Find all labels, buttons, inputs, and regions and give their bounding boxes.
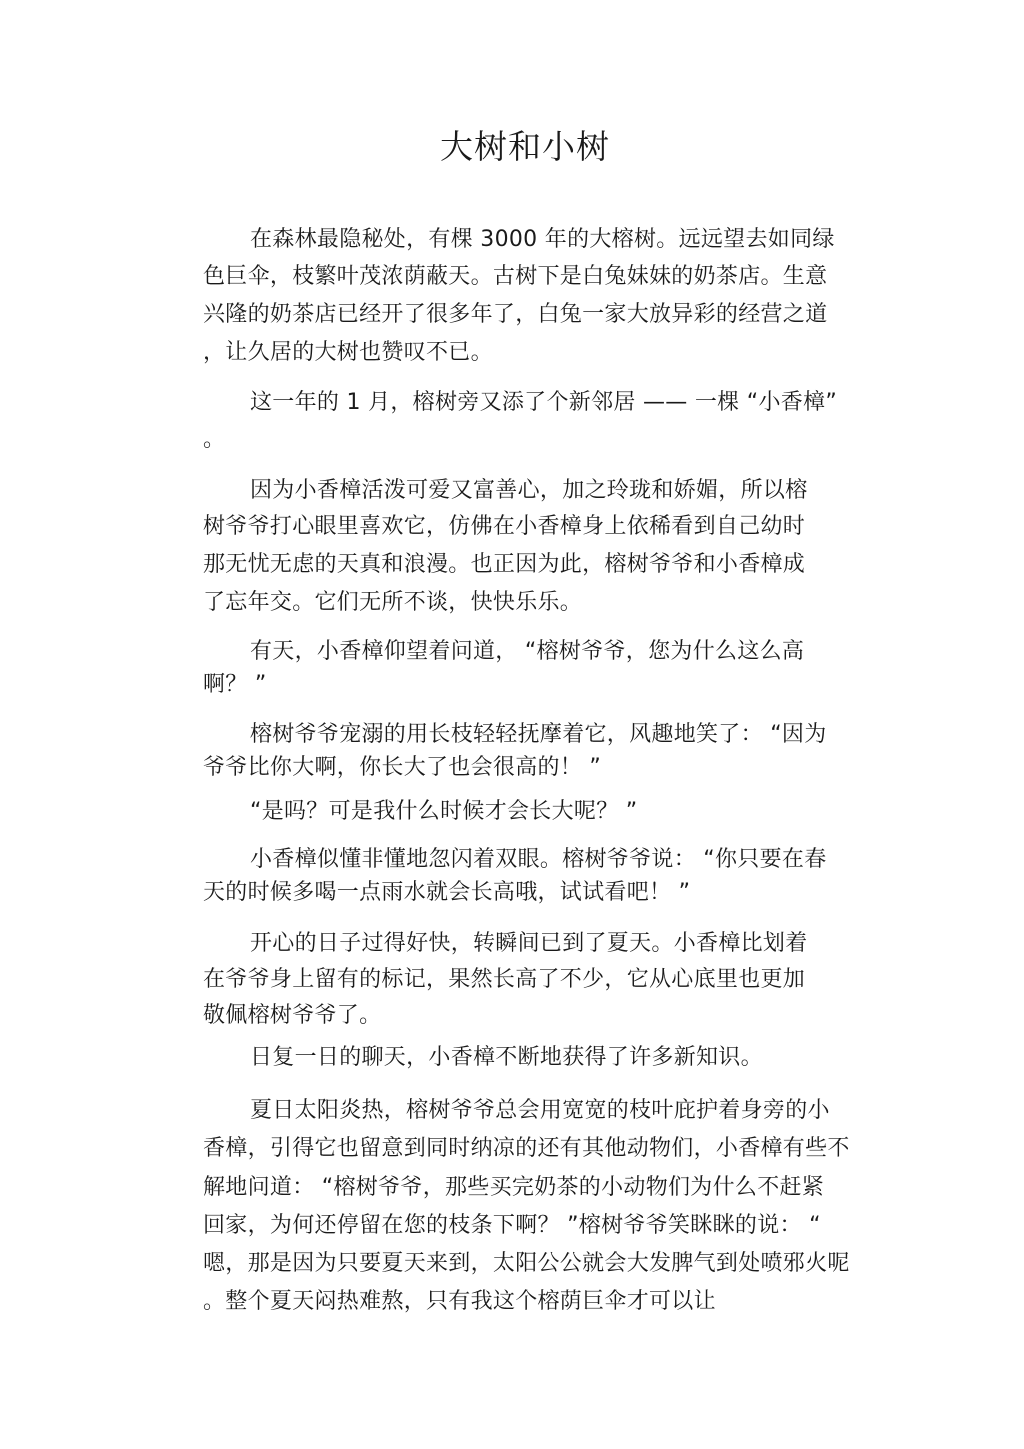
paragraph-line: 。: [203, 427, 226, 452]
paragraph-line: 爷爷比你大啊，你长大了也会很高的！ ”: [203, 755, 602, 780]
paragraph-line: 了忘年交。它们无所不谈，快快乐乐。: [203, 590, 583, 615]
paragraph-line: 开心的日子过得好快，转瞬间已到了夏天。小香樟比划着: [250, 931, 808, 956]
document-title: 大树和小树: [440, 127, 610, 166]
paragraph-line: 这一年的 1 月，榕树旁又添了个新邻居 —— 一棵 “小香樟”: [250, 390, 838, 415]
paragraph-line: 香樟，引得它也留意到同时纳凉的还有其他动物们，小香樟有些不: [203, 1136, 850, 1161]
paragraph-line: 兴隆的奶茶店已经开了很多年了，白兔一家大放异彩的经营之道: [203, 302, 828, 327]
paragraph-line: 天的时候多喝一点雨水就会长高哦，试试看吧！ ”: [203, 880, 691, 905]
paragraph-line: 树爷爷打心眼里喜欢它，仿佛在小香樟身上依稀看到自己幼时: [203, 514, 806, 539]
paragraph-line: 在森林最隐秘处，有棵 3000 年的大榕树。远远望去如同绿: [250, 227, 835, 252]
paragraph-line: 有天，小香樟仰望着问道， “榕树爷爷，您为什么这么高: [250, 639, 805, 664]
paragraph-line: 敬佩榕树爷爷了。: [203, 1003, 382, 1028]
paragraph-line: 榕树爷爷宠溺的用长枝轻轻抚摩着它，风趣地笑了： “因为: [250, 722, 827, 747]
paragraph-line: 那无忧无虑的天真和浪漫。也正因为此，榕树爷爷和小香樟成: [203, 552, 806, 577]
paragraph-line: 在爷爷身上留有的标记，果然长高了不少，它从心底里也更加: [203, 967, 806, 992]
paragraph-line: 色巨伞，枝繁叶茂浓荫蔽天。古树下是白兔妹妹的奶茶店。生意: [203, 264, 828, 289]
paragraph-line: 日复一日的聊天，小香樟不断地获得了许多新知识。: [250, 1045, 763, 1070]
paragraph-line: 因为小香樟活泼可爱又富善心，加之玲珑和娇媚，所以榕: [250, 478, 808, 503]
paragraph-line: 小香樟似懂非懂地忽闪着双眼。榕树爷爷说： “你只要在春: [250, 847, 827, 872]
paragraph-line: 解地问道： “榕树爷爷，那些买完奶茶的小动物们为什么不赶紧: [203, 1175, 825, 1200]
paragraph-line: “是吗？可是我什么时候才会长大呢？ ”: [250, 799, 638, 824]
paragraph-line: 嗯，那是因为只要夏天来到，太阳公公就会大发脾气到处喷邪火呢: [203, 1251, 850, 1276]
paragraph-line: ，让久居的大树也赞叹不已。: [203, 340, 493, 365]
paragraph-line: 夏日太阳炎热，榕树爷爷总会用宽宽的枝叶庇护着身旁的小: [250, 1098, 830, 1123]
paragraph-line: 。整个夏天闷热难熬，只有我这个榕荫巨伞才可以让: [203, 1289, 716, 1314]
paragraph-line: 回家，为何还停留在您的枝条下啊？ ”榕树爷爷笑眯眯的说： “: [203, 1213, 821, 1238]
paragraph-line: 啊？ ”: [203, 672, 267, 697]
